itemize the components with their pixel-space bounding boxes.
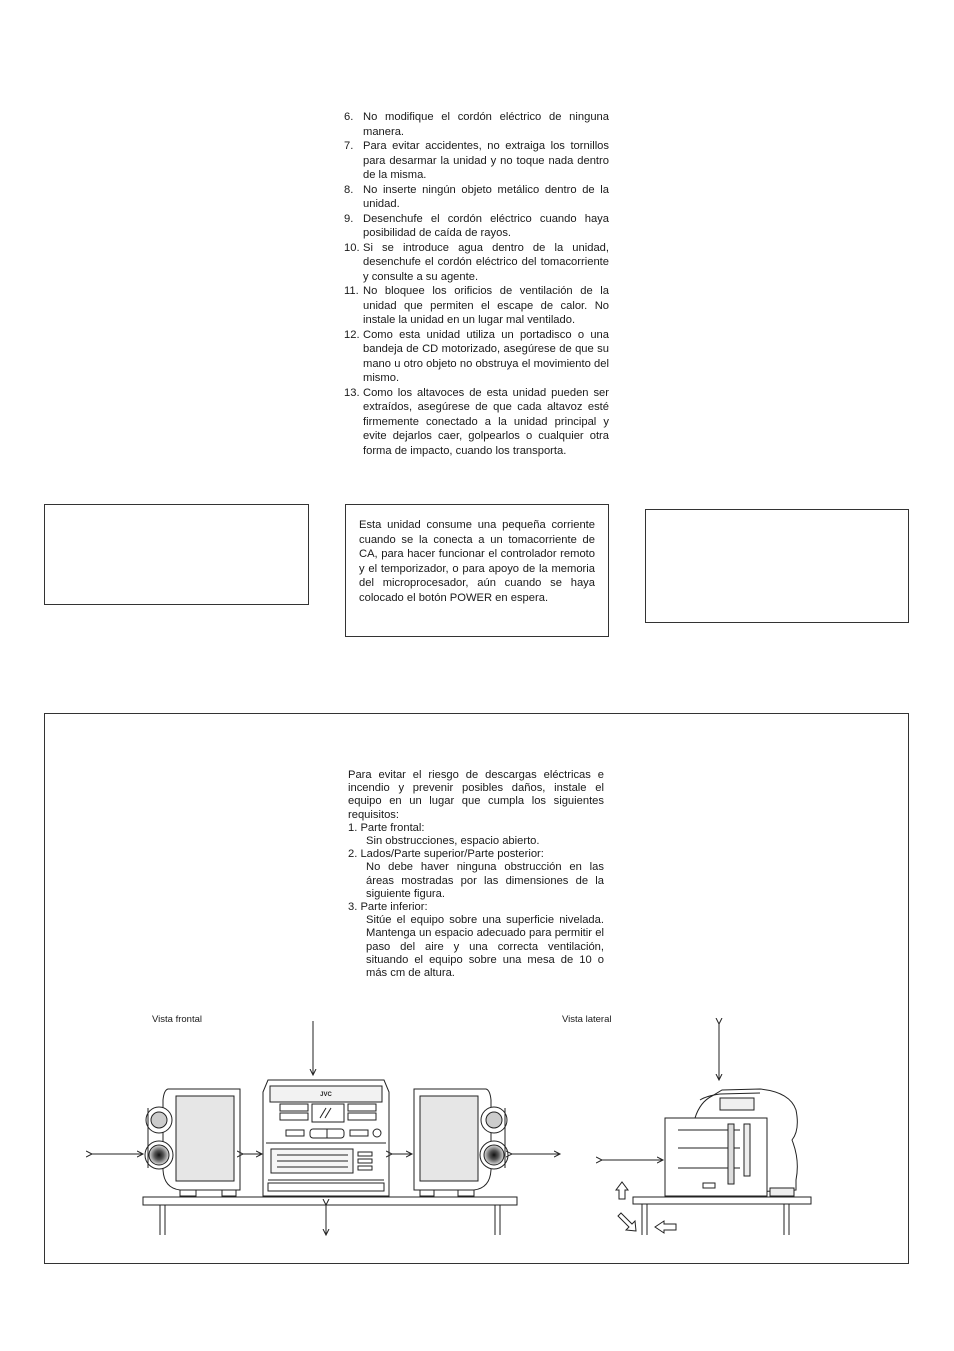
left-speaker	[145, 1089, 240, 1196]
requirement-heading: 1. Parte frontal:	[348, 821, 425, 834]
installation-intro: Para evitar el riesgo de descargas eléctricas e incendio y prevenir posibles daños, instale el equipo en un lugar que cumpla los siguientes requisitos:	[348, 769, 604, 821]
front-view-figure	[92, 1021, 560, 1235]
list-item: 6. No modifique el cordón eléctrico de ninguna manera.	[344, 111, 609, 138]
airflow-left-arrow	[655, 1221, 676, 1233]
list-item: 13. Como los altavoces de esta unidad pueden ser extraídos, asegúrese de que cada altavoz esté firmemente conectado a la unidad principal y evite dejarlos caer, golpearlos o cualquier otra forma de impacto, cuando los transporta.	[344, 386, 609, 457]
list-item: 12. Como esta unidad utiliza un portadisco o una bandeja de CD motorizado, asegúrese de que su mano u otro objeto no obstruya el movimiento del mismo.	[344, 328, 609, 384]
side-view-caption: Vista lateral	[562, 1014, 612, 1025]
notice-text: Esta unidad consume una pequeña corriente cuando se la conecta a un tomacorriente de CA, para hacer funcionar el controlador remoto y el temporizador, o para apoyo de la memoria del microprocesador, aún cuando se haya colocado el botón POWER en espera.	[359, 519, 595, 604]
side-table-top	[633, 1197, 811, 1204]
requirement-heading: 2. Lados/Parte superior/Parte posterior:	[348, 848, 544, 861]
side-view-figure	[602, 1024, 811, 1235]
list-item: 11. No bloquee los orificios de ventilación de la unidad que permiten el escape de calor. No instale la unidad en un lugar mal ventilado.	[344, 285, 609, 326]
requirement-detail: Sin obstrucciones, espacio abierto.	[366, 835, 540, 848]
list-item: 7. Para evitar accidentes, no extraiga los tornillos para desarmar la unidad y no toque nada dentro de la misma.	[344, 140, 609, 181]
airflow-up-arrow	[616, 1182, 628, 1199]
brand-logo: JVC	[320, 1092, 332, 1098]
front-view-caption: Vista frontal	[152, 1014, 202, 1025]
airflow-diagonal-arrow	[618, 1213, 636, 1231]
side-unit	[665, 1089, 797, 1196]
requirement-detail: Sitúe el equipo sobre una superficie nivelada. Mantenga un espacio adecuado para permitir el paso del aire y una correcta ventilación, situando el equipo sobre una mesa de 10 o más cm de altura.	[366, 914, 604, 980]
right-speaker	[414, 1089, 508, 1196]
list-item: 10. Si se introduce agua dentro de la unidad, desenchufe el cordón eléctrico del tomacorriente y consulte a su agente.	[344, 241, 609, 283]
list-item: 9. Desenchufe el cordón eléctrico cuando haya posibilidad de caída de rayos.	[344, 212, 609, 239]
list-item: 8. No inserte ningún objeto metálico dentro de la unidad.	[344, 183, 609, 210]
requirement-detail: No debe haver ninguna obstrucción en las áreas mostradas por las dimensiones de la siguiente figura.	[366, 861, 604, 900]
front-table-top	[143, 1197, 517, 1205]
requirement-heading: 3. Parte inferior:	[348, 901, 428, 914]
